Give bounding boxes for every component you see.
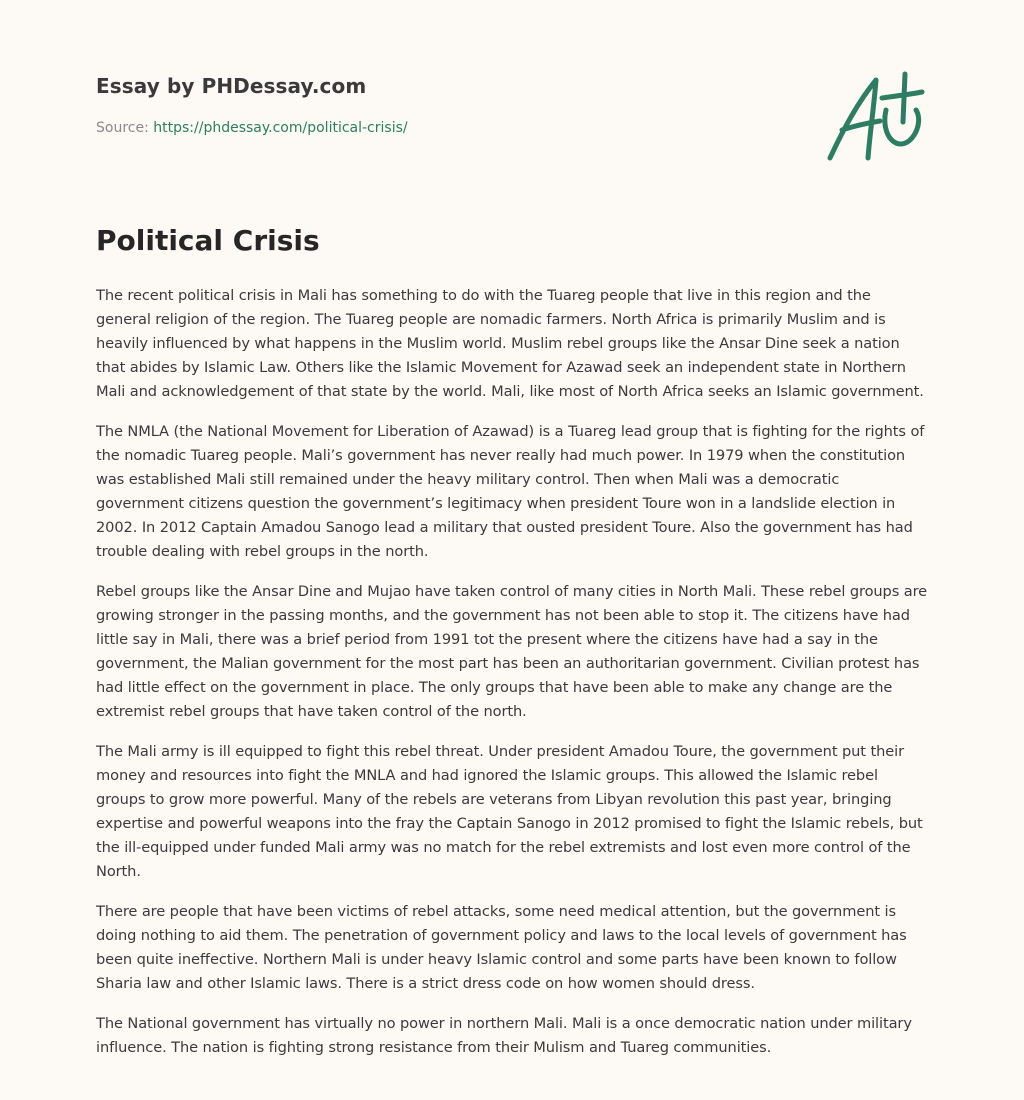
essay-paragraph: The NMLA (the National Movement for Liberation of Azawad) is a Tuareg lead group that is fighting for the rights of the nomadic Tuareg people. Mali’s government has never really had much power. In 1979 when the constitution was established Mali still remained under the heavy military control. Then when Mali was a democratic government citizens question the government’s legitimacy when president Toure won in a landslide election in 2002. In 2012 Captain Amadou Sanogo lead a military that ousted president Toure. Also the government has had trouble dealing with rebel groups in the north. (96, 423, 925, 560)
page-header (96, 74, 408, 136)
source-link[interactable]: https://phdessay.com/political-crisis/ (153, 120, 408, 136)
essay-title: Political Crisis (96, 224, 320, 257)
source-label: Source: (96, 120, 149, 136)
essay-paragraph: The recent political crisis in Mali has something to do with the Tuareg people that live in this region and the general religion of the region. The Tuareg people are nomadic farmers. North Africa is primarily Muslim and is heavily influenced by what happens in the Muslim world. Muslim rebel groups like the Ansar Dine seek a nation that abides by Islamic Law. Others like the Islamic Movement for Azawad seek an independent state in Northern Mali and acknowledgement of that state by the world. Mali, like most of North Africa seeks an Islamic government. (96, 287, 924, 400)
a-plus-logo-icon (820, 66, 930, 166)
essay-paragraph: Rebel groups like the Ansar Dine and Mujao have taken control of many cities in North Mali. These rebel groups are growing stronger in the passing months, and the government has not been able to stop it. The citizens have had little say in Mali, there was a brief period from 1991 tot the present where the citizens have had a say in the government, the Malian government for the most part has been an authoritarian government. Civilian protest has had little effect on the government in place. The only groups that have been able to make any change are the extremist rebel groups that have taken control of the north. (96, 583, 928, 720)
source-line (96, 120, 408, 136)
essay-paragraph: There are people that have been victims of rebel attacks, some need medical attention, but the government is doing nothing to aid them. The penetration of government policy and laws to the local levels of government has been quite ineffective. Northern Mali is under heavy Islamic control and some parts have been known to follow Sharia law and other Islamic laws. There is a strict dress code on how women should dress. (96, 903, 907, 992)
essay-paragraph: The National government has virtually no power in northern Mali. Mali is a once democratic nation under military influence. The nation is fighting strong resistance from their Mulism and Tuareg communities. (96, 1015, 912, 1056)
essay-paragraph: The Mali army is ill equipped to fight this rebel threat. Under president Amadou Toure, the government put their money and resources into fight the MNLA and had ignored the Islamic groups. This allowed the Islamic rebel groups to grow more powerful. Many of the rebels are veterans from Libyan revolution this past year, bringing expertise and powerful weapons into the fray the Captain Sanogo in 2012 promised to fight the Islamic rebels, but the ill-equipped under funded Mali army was no match for the rebel extremists and lost even more control of the North. (96, 743, 923, 880)
essay-body (96, 284, 928, 1076)
site-brand: Essay by PHDessay.com (96, 74, 367, 98)
